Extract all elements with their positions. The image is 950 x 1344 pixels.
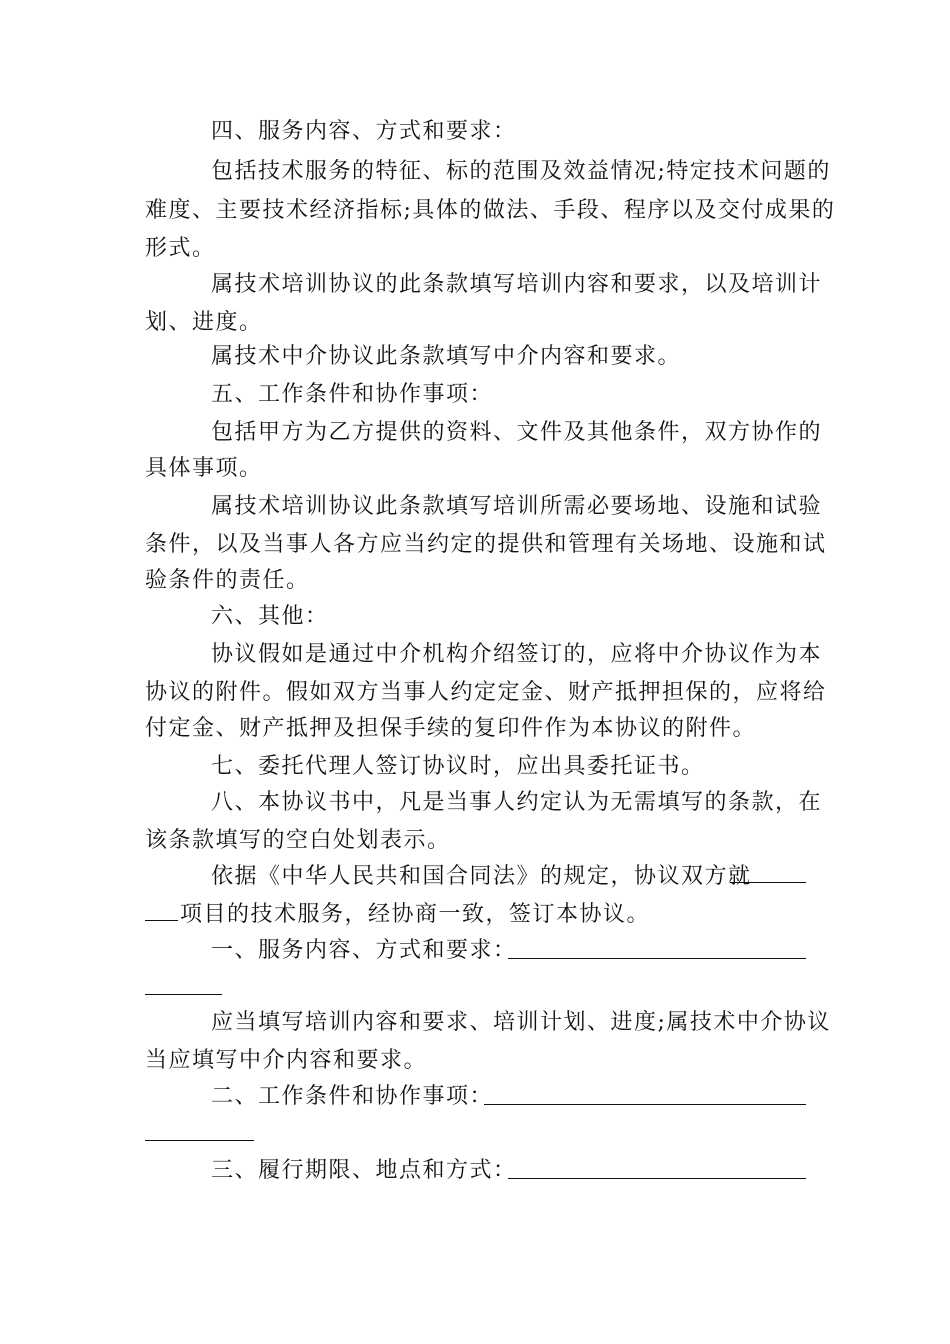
blank-field-line: [730, 882, 806, 883]
paragraph-line: 条件，以及当事人各方应当约定的提供和管理有关场地、设施和试: [145, 532, 827, 557]
paragraph-line: 属技术培训协议的此条款填写培训内容和要求，以及培训计: [211, 272, 823, 297]
paragraph-line: 付定金、财产抵押及担保手续的复印件作为本协议的附件。: [145, 716, 757, 741]
blank-field-line: [484, 1104, 806, 1105]
blank-field-line: [508, 1178, 806, 1179]
blank-field-line: [145, 1140, 254, 1141]
section-heading: 二、工作条件和协作事项：: [211, 1084, 494, 1109]
paragraph-line: 协议的附件。假如双方当事人约定定金、财产抵押担保的，应将给: [145, 680, 827, 705]
paragraph-line: 协议假如是通过中介机构介绍签订的，应将中介协议作为本: [211, 642, 823, 667]
section-heading: 五、工作条件和协作事项：: [211, 382, 494, 407]
paragraph-line: 依据《中华人民共和国合同法》的规定，协议双方就: [211, 864, 752, 889]
paragraph-line: 项目的技术服务，经协商一致，签订本协议。: [180, 902, 651, 927]
paragraph-line: 包括技术服务的特征、标的范围及效益情况;特定技术问题的: [211, 159, 831, 184]
paragraph-line: 难度、主要技术经济指标;具体的做法、手段、程序以及交付成果的: [145, 198, 836, 223]
paragraph-line: 包括甲方为乙方提供的资料、文件及其他条件，双方协作的: [211, 420, 823, 445]
blank-field-line: [508, 958, 806, 959]
paragraph-line: 该条款填写的空白处划表示。: [145, 828, 451, 853]
paragraph-line: 划、进度。: [145, 310, 263, 335]
section-heading: 六、其他：: [211, 604, 329, 629]
paragraph-line: 八、本协议书中，凡是当事人约定认为无需填写的条款，在: [211, 790, 823, 815]
paragraph-line: 验条件的责任。: [145, 568, 310, 593]
section-heading: 四、服务内容、方式和要求：: [211, 119, 517, 144]
section-heading: 三、履行期限、地点和方式：: [211, 1158, 517, 1183]
paragraph-line: 应当填写培训内容和要求、培训计划、进度;属技术中介协议: [211, 1010, 831, 1035]
blank-field-line: [145, 920, 178, 921]
section-heading: 七、委托代理人签订协议时，应出具委托证书。: [211, 754, 705, 779]
paragraph-line: 属技术中介协议此条款填写中介内容和要求。: [211, 344, 682, 369]
blank-field-line: [145, 994, 222, 995]
paragraph-line: 具体事项。: [145, 456, 263, 481]
section-heading: 一、服务内容、方式和要求：: [211, 938, 517, 963]
paragraph-line: 当应填写中介内容和要求。: [145, 1048, 428, 1073]
paragraph-line: 形式。: [145, 236, 216, 261]
paragraph-line: 属技术培训协议此条款填写培训所需必要场地、设施和试验: [211, 494, 823, 519]
